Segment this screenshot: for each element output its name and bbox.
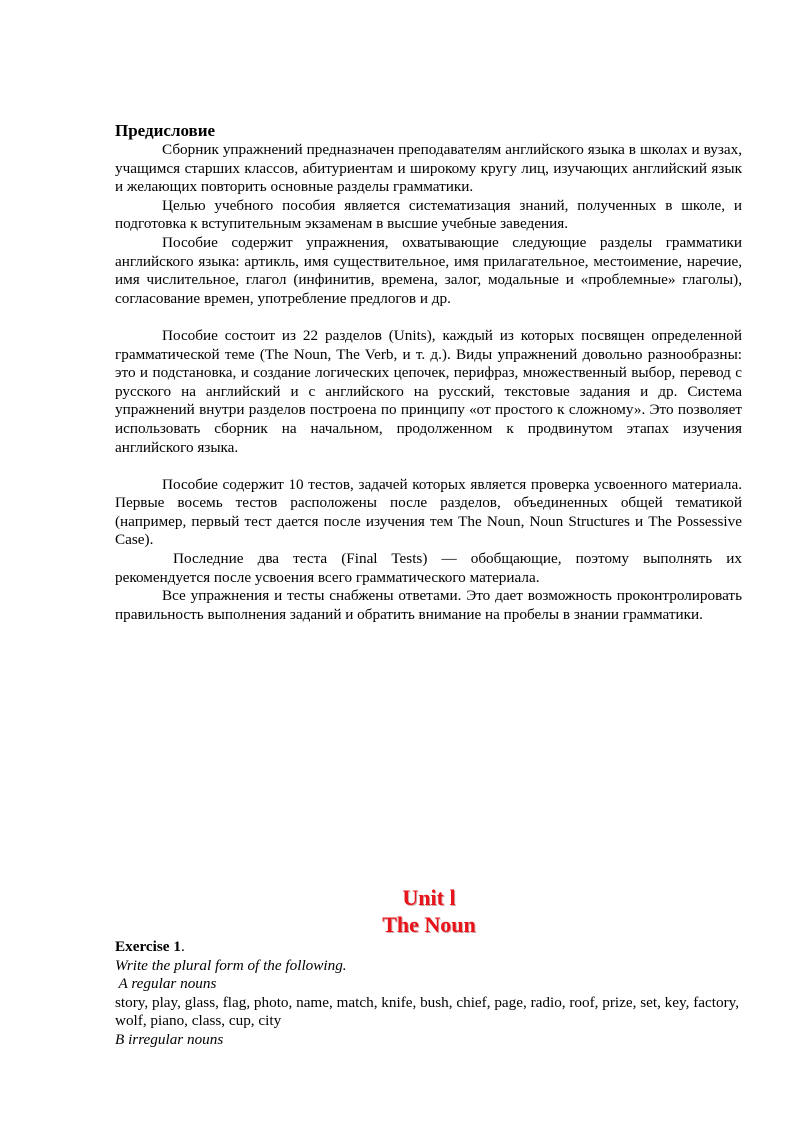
- unit-heading: [0, 884, 800, 938]
- exercise-label-line: [115, 938, 742, 957]
- section-a-words: story, play, glass, flag, photo, name, match, knife, bush, chief, page, radio, roof, prize, set, key, factory, wolf, piano, class, cup, city: [115, 993, 740, 1030]
- unit-number: Unit l: [402, 885, 456, 910]
- paragraph-gap: [115, 308, 742, 327]
- preface-paragraph-5: Пособие содержит 10 тестов, задачей которых является проверка усвоенного материала. Первые восемь тестов расположены после разделов, объединенных общей тематикой (например, первый тест дается после изучения тем The Noun, Noun Structures и The Possessive Case).: [115, 475, 742, 549]
- preface-paragraph-4: Пособие состоит из 22 разделов (Units), каждый из которых посвящен определенной грамматической теме (The Noun, The Verb, и т. д.). Виды упражнений довольно разнообразны: это и подстановка, и создание логических цепочек, перифраз, множественный выбор, перевод с русского на английский и с английского на русский, текстовые задания и др. Система упражнений внутри разделов построена по принципу «от простого к сложному». Это позволяет использовать сборник на начальном, продолженном к продвинутом этапах изучения английского языка.: [115, 326, 742, 456]
- preface-paragraph-1: Сборник упражнений предназначен преподавателям английского языка в школах и вузах, учащимся старших классов, абитуриентам и широкому кругу лиц, изучающих английский язык и желающих повторить основные разделы грамматики.: [115, 141, 742, 196]
- section-a-heading: A regular nouns: [115, 975, 217, 993]
- exercise-section: [115, 938, 742, 1050]
- preface-heading: Предисловие: [115, 121, 216, 140]
- exercise-label: Exercise 1: [115, 938, 181, 955]
- preface-paragraph-7: Все упражнения и тесты снабжены ответами. Это дает возможность проконтролировать правильность выполнения заданий и обратить внимание на пробелы в знании грамматики.: [115, 587, 742, 623]
- preface-paragraph-6: Последние два теста (Final Tests) — обобщающие, поэтому выполнять их рекомендуется после усвоения всего грамматического материала.: [115, 550, 742, 586]
- preface-paragraph-3: Пособие содержит упражнения, охватывающие следующие разделы грамматики английского языка: артикль, имя существительное, имя прилагательное, местоимение, наречие, имя числительное, глагол (инфинитив, времена, залог, модальные и «проблемные» глаголы), согласование времен, употребление предлогов и др.: [115, 233, 742, 307]
- exercise-label-suffix: .: [180, 938, 185, 955]
- section-b-heading: B irregular nouns: [115, 1030, 224, 1048]
- exercise-instruction: Write the plural form of the following.: [115, 956, 347, 974]
- preface-paragraph-2: Целью учебного пособия является систематизация знаний, полученных в школе, и подготовка к вступительным экзаменам в высшие учебные заведения.: [115, 196, 742, 233]
- preface-section: [115, 121, 742, 624]
- unit-title: The Noun: [382, 912, 476, 937]
- paragraph-gap: [115, 457, 742, 476]
